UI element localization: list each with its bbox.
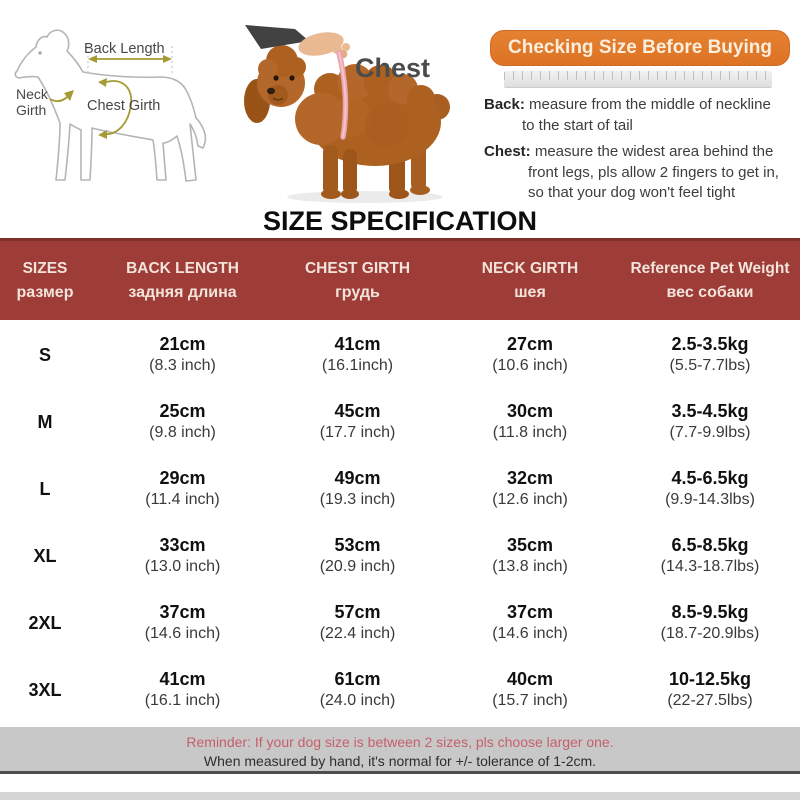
cell-chest-cm: 53cm — [334, 534, 381, 555]
cell-back — [90, 601, 275, 645]
column-header-chest-girth-ru: грудь — [335, 283, 380, 301]
bottom-strip — [0, 792, 800, 800]
back-instruction-text: measure from the middle of neckline — [529, 96, 771, 113]
cell-back-inch: (11.4 inch) — [145, 490, 220, 508]
chest-photo-label: Chest — [355, 53, 431, 83]
column-header-weight-ru: вес собаки — [666, 283, 754, 301]
cell-chest-inch: (24.0 inch) — [319, 691, 396, 709]
column-header-sizes-en: SIZES — [22, 259, 68, 277]
cell-neck-cm: 35cm — [506, 534, 554, 555]
cell-chest-cm: 41cm — [334, 333, 381, 354]
cell-back-inch: (8.3 inch) — [149, 356, 216, 374]
reminder-text: Reminder: If your dog size is between 2 sizes, pls choose larger one. — [186, 734, 614, 750]
cell-back-cm: 41cm — [159, 668, 206, 689]
cell-chest — [275, 333, 440, 377]
column-header-back-length — [90, 257, 275, 305]
cell-back-inch: (9.8 inch) — [149, 423, 216, 441]
column-header-chest-girth-en: CHEST GIRTH — [304, 259, 411, 277]
cell-back — [90, 534, 275, 578]
cell-neck — [440, 534, 620, 578]
cell-weight-lbs: (7.7-9.9lbs) — [669, 423, 751, 441]
cell-back-cm: 33cm — [159, 534, 206, 555]
cell-back-inch: (13.0 inch) — [144, 557, 221, 575]
table-row-l — [0, 455, 800, 522]
neck-girth-label-line1: Neck — [16, 86, 48, 102]
cell-weight — [620, 668, 800, 712]
cell-back — [90, 467, 275, 511]
cell-weight-lbs: (5.5-7.7lbs) — [669, 356, 751, 374]
cell-chest-inch: (16.1inch) — [321, 356, 394, 374]
cell-weight-lbs: (14.3-18.7lbs) — [660, 557, 760, 575]
cell-weight-kg: 10-12.5kg — [668, 668, 752, 689]
cell-back — [90, 668, 275, 712]
measuring-guide — [480, 30, 800, 204]
cell-weight-kg: 4.5-6.5kg — [671, 467, 749, 488]
table-row-xl — [0, 522, 800, 589]
table-row-3xl — [0, 656, 800, 723]
column-header-neck-girth-en: NECK GIRTH — [481, 259, 579, 277]
neck-girth-label — [16, 86, 48, 118]
cell-neck-inch: (15.7 inch) — [492, 691, 568, 709]
cell-size: XL — [33, 545, 57, 566]
measurement-diagram — [0, 25, 240, 205]
back-instruction-line1 — [484, 95, 800, 116]
cell-weight — [620, 467, 800, 511]
cell-chest-cm: 49cm — [334, 467, 381, 488]
cell-weight — [620, 333, 800, 377]
cell-back-cm: 37cm — [159, 601, 206, 622]
cell-size: L — [39, 478, 51, 499]
reminder-banner — [0, 727, 800, 774]
cell-chest-inch: (20.9 inch) — [319, 557, 396, 575]
cell-weight-kg: 3.5-4.5kg — [671, 400, 749, 421]
cell-neck-cm: 32cm — [506, 467, 554, 488]
page-title: SIZE SPECIFICATION — [262, 206, 538, 236]
cell-size: S — [38, 344, 51, 365]
cell-back — [90, 400, 275, 444]
cell-neck-inch: (14.6 inch) — [492, 624, 568, 642]
column-header-weight — [620, 257, 800, 305]
cell-neck — [440, 400, 620, 444]
cell-weight-lbs: (18.7-20.9lbs) — [660, 624, 760, 642]
cell-weight — [620, 400, 800, 444]
cell-back-cm: 25cm — [159, 400, 206, 421]
cell-neck-inch: (12.6 inch) — [492, 490, 568, 508]
cell-neck-cm: 27cm — [506, 333, 554, 354]
cell-size: 3XL — [28, 679, 62, 700]
tolerance-text: When measured by hand, it's normal for +/- tolerance of 1-2cm. — [203, 753, 597, 769]
column-header-neck-girth — [440, 257, 620, 305]
cell-neck-cm: 30cm — [506, 400, 554, 421]
ruler-graphic — [504, 71, 772, 88]
cell-neck — [440, 467, 620, 511]
cell-size: 2XL — [28, 612, 62, 633]
chest-instruction-line3: so that your dog won't feel tight — [528, 184, 736, 201]
cell-weight-lbs: (9.9-14.3lbs) — [665, 490, 755, 508]
cell-chest-cm: 61cm — [334, 668, 381, 689]
size-table-body — [0, 321, 800, 723]
cell-neck — [440, 668, 620, 712]
cell-neck-inch: (13.8 inch) — [492, 557, 568, 575]
back-length-label: Back Length — [84, 41, 165, 57]
cell-weight-lbs: (22-27.5lbs) — [667, 691, 753, 709]
column-header-back-length-ru: задняя длина — [128, 283, 237, 301]
checking-size-button[interactable]: Checking Size Before Buying — [490, 30, 790, 66]
chest-instruction-line2: front legs, pls allow 2 fingers to get in, — [528, 163, 779, 181]
cell-back-inch: (14.6 inch) — [144, 624, 221, 642]
column-header-back-length-en: BACK LENGTH — [126, 259, 239, 277]
table-row-m — [0, 388, 800, 455]
cell-chest — [275, 467, 440, 511]
cell-neck-inch: (11.8 inch) — [492, 423, 568, 441]
cell-back-cm: 21cm — [159, 333, 206, 354]
cell-neck — [440, 333, 620, 377]
cell-chest — [275, 534, 440, 578]
cell-weight-kg: 2.5-3.5kg — [671, 333, 749, 354]
back-instruction-label: Back: — [484, 96, 525, 113]
column-header-sizes — [0, 257, 90, 305]
cell-weight — [620, 601, 800, 645]
cell-neck-cm: 37cm — [506, 601, 554, 622]
cell-neck-cm: 40cm — [506, 668, 554, 689]
cell-back-inch: (16.1 inch) — [144, 691, 221, 709]
neck-girth-label-line2: Girth — [16, 102, 47, 118]
cell-back-cm: 29cm — [159, 467, 206, 488]
cell-chest — [275, 601, 440, 645]
dog-photo — [235, 25, 475, 210]
chest-girth-label: Chest Girth — [87, 98, 161, 114]
cell-neck — [440, 601, 620, 645]
back-instruction-line2: to the start of tail — [522, 116, 633, 134]
cell-chest-cm: 57cm — [334, 601, 381, 622]
column-header-sizes-ru: размер — [16, 283, 74, 301]
column-header-neck-girth-ru: шея — [514, 283, 546, 301]
cell-weight-kg: 6.5-8.5kg — [671, 534, 749, 555]
cell-chest-inch: (17.7 inch) — [319, 423, 396, 441]
cell-chest-inch: (22.4 inch) — [319, 624, 396, 642]
guide-text — [480, 95, 800, 204]
cell-chest-inch: (19.3 inch) — [319, 490, 396, 508]
cell-chest — [275, 400, 440, 444]
cell-weight-kg: 8.5-9.5kg — [671, 601, 749, 622]
column-header-weight-en: Reference Pet Weight — [630, 259, 790, 277]
cell-neck-inch: (10.6 inch) — [492, 356, 568, 374]
table-row-s — [0, 321, 800, 388]
cell-weight — [620, 534, 800, 578]
chest-instruction-label: Chest: — [484, 143, 531, 160]
table-row-2xl — [0, 589, 800, 656]
cell-chest-cm: 45cm — [334, 400, 381, 421]
column-header-chest-girth — [275, 257, 440, 305]
chest-instruction-text: measure the widest area behind the — [534, 143, 774, 160]
size-table-header — [0, 238, 800, 320]
cell-size: M — [37, 411, 53, 432]
cell-chest — [275, 668, 440, 712]
cell-back — [90, 333, 275, 377]
chest-instruction-line1 — [484, 142, 800, 163]
